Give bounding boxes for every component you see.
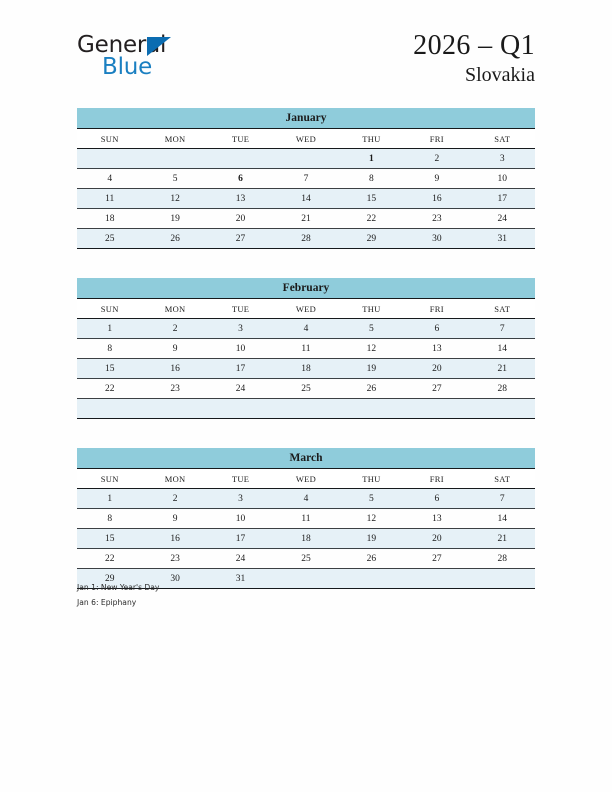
day-cell-empty <box>470 399 535 419</box>
day-cell[interactable]: 8 <box>77 339 142 359</box>
day-cell-empty <box>208 149 273 169</box>
weekday-header-tue: TUE <box>208 129 273 149</box>
logo-text-blue: Blue <box>102 54 153 80</box>
day-cell[interactable]: 4 <box>77 169 142 189</box>
day-cell-empty <box>142 399 207 419</box>
week-row <box>77 189 535 209</box>
day-cell[interactable]: 23 <box>142 379 207 399</box>
day-cell[interactable]: 31 <box>208 569 273 589</box>
day-cell[interactable]: 8 <box>77 509 142 529</box>
day-cell[interactable]: 16 <box>142 529 207 549</box>
day-cell[interactable]: 24 <box>208 379 273 399</box>
week-row <box>77 319 535 339</box>
week-row <box>77 549 535 569</box>
day-cell[interactable]: 13 <box>404 339 469 359</box>
day-cell[interactable]: 21 <box>470 529 535 549</box>
weekday-header-thu: THU <box>339 129 404 149</box>
day-cell[interactable]: 19 <box>142 209 207 229</box>
weekday-header-sat: SAT <box>470 469 535 489</box>
week-row <box>77 149 535 169</box>
holiday-notes <box>77 581 159 611</box>
day-cell[interactable]: 23 <box>404 209 469 229</box>
day-cell[interactable]: 15 <box>77 529 142 549</box>
weekday-header-mon: MON <box>142 129 207 149</box>
day-cell[interactable]: 5 <box>339 319 404 339</box>
day-cell[interactable]: 22 <box>77 379 142 399</box>
day-cell[interactable]: 15 <box>77 359 142 379</box>
weekday-header-row <box>77 299 535 319</box>
day-cell-empty <box>470 569 535 589</box>
weekday-header-sun: SUN <box>77 129 142 149</box>
month-grid <box>77 129 535 249</box>
day-cell[interactable]: 19 <box>339 359 404 379</box>
page-header <box>77 30 535 92</box>
holiday-note-line: Jan 6: Epiphany <box>77 597 137 607</box>
day-cell[interactable]: 10 <box>208 339 273 359</box>
day-cell[interactable]: 2 <box>404 149 469 169</box>
day-cell-empty <box>142 149 207 169</box>
month-title: February <box>77 278 535 299</box>
day-cell[interactable]: 4 <box>273 319 338 339</box>
week-row <box>77 489 535 509</box>
day-cell[interactable]: 28 <box>470 549 535 569</box>
day-cell[interactable]: 7 <box>470 319 535 339</box>
day-cell-empty <box>273 569 338 589</box>
day-cell[interactable]: 25 <box>273 549 338 569</box>
day-cell[interactable]: 17 <box>208 359 273 379</box>
day-cell[interactable]: 27 <box>208 229 273 249</box>
day-cell[interactable]: 12 <box>339 339 404 359</box>
day-cell[interactable]: 20 <box>404 529 469 549</box>
day-cell[interactable]: 10 <box>208 509 273 529</box>
title-block <box>413 30 535 88</box>
day-cell[interactable]: 6 <box>404 489 469 509</box>
day-cell[interactable]: 20 <box>404 359 469 379</box>
weekday-header-wed: WED <box>273 469 338 489</box>
holiday-note-line: Jan 1: New Year's Day <box>77 583 160 592</box>
weekday-header-fri: FRI <box>404 129 469 149</box>
week-row <box>77 229 535 249</box>
day-cell[interactable]: 18 <box>273 359 338 379</box>
day-cell[interactable]: 22 <box>339 209 404 229</box>
day-cell[interactable]: 6 <box>404 319 469 339</box>
day-cell[interactable]: 9 <box>142 509 207 529</box>
day-cell[interactable]: 24 <box>208 549 273 569</box>
day-cell[interactable]: 19 <box>339 529 404 549</box>
day-cell[interactable]: 13 <box>208 189 273 209</box>
day-cell[interactable]: 16 <box>142 359 207 379</box>
week-row <box>77 339 535 359</box>
day-cell-empty <box>339 399 404 419</box>
day-cell[interactable]: 12 <box>339 509 404 529</box>
weekday-header-sun: SUN <box>77 469 142 489</box>
weekday-header-row <box>77 129 535 149</box>
day-cell[interactable]: 4 <box>273 489 338 509</box>
day-cell-empty <box>404 399 469 419</box>
day-cell[interactable]: 5 <box>142 169 207 189</box>
week-row <box>77 529 535 549</box>
logo-text-general: General <box>77 32 167 58</box>
weekday-header-mon: MON <box>142 469 207 489</box>
day-cell[interactable]: 10 <box>470 169 535 189</box>
page-title: 2026 – Q1 <box>413 30 535 61</box>
week-row <box>77 399 535 419</box>
day-cell[interactable]: 7 <box>470 489 535 509</box>
weekday-header-sat: SAT <box>470 129 535 149</box>
day-cell-empty <box>273 399 338 419</box>
weekday-header-tue: TUE <box>208 299 273 319</box>
day-cell[interactable]: 31 <box>470 229 535 249</box>
day-cell[interactable]: 14 <box>470 339 535 359</box>
weekday-header-thu: THU <box>339 299 404 319</box>
day-cell[interactable]: 25 <box>77 229 142 249</box>
day-cell-holiday[interactable]: 6 <box>208 169 273 189</box>
page-subtitle-country: Slovakia <box>465 64 535 87</box>
day-cell[interactable]: 18 <box>273 529 338 549</box>
day-cell[interactable]: 5 <box>339 489 404 509</box>
weekday-header-tue: TUE <box>208 469 273 489</box>
day-cell[interactable]: 21 <box>273 209 338 229</box>
week-row <box>77 359 535 379</box>
day-cell[interactable]: 18 <box>77 209 142 229</box>
day-cell[interactable]: 21 <box>470 359 535 379</box>
day-cell[interactable]: 27 <box>404 379 469 399</box>
weekday-header-fri: FRI <box>404 299 469 319</box>
day-cell[interactable]: 11 <box>77 189 142 209</box>
month-title: January <box>77 108 535 129</box>
day-cell[interactable]: 26 <box>339 379 404 399</box>
day-cell[interactable]: 29 <box>77 569 142 589</box>
day-cell[interactable]: 29 <box>339 229 404 249</box>
day-cell[interactable]: 17 <box>208 529 273 549</box>
day-cell-empty <box>404 569 469 589</box>
day-cell[interactable]: 20 <box>208 209 273 229</box>
day-cell[interactable]: 24 <box>470 209 535 229</box>
day-cell[interactable]: 28 <box>470 379 535 399</box>
day-cell[interactable]: 3 <box>208 489 273 509</box>
day-cell-empty <box>273 149 338 169</box>
day-cell[interactable]: 30 <box>142 569 207 589</box>
day-cell[interactable]: 3 <box>208 319 273 339</box>
month-block-january <box>77 108 535 249</box>
month-title: March <box>77 448 535 469</box>
month-block-february <box>77 278 535 419</box>
day-cell[interactable]: 1 <box>77 319 142 339</box>
day-cell[interactable]: 22 <box>77 549 142 569</box>
day-cell[interactable]: 15 <box>339 189 404 209</box>
day-cell-empty <box>339 569 404 589</box>
day-cell[interactable]: 16 <box>404 189 469 209</box>
day-cell[interactable]: 14 <box>470 509 535 529</box>
weekday-header-thu: THU <box>339 469 404 489</box>
weekday-header-wed: WED <box>273 129 338 149</box>
day-cell-empty <box>77 149 142 169</box>
weekday-header-sat: SAT <box>470 299 535 319</box>
weekday-header-sun: SUN <box>77 299 142 319</box>
week-row <box>77 169 535 189</box>
weekday-header-mon: MON <box>142 299 207 319</box>
day-cell[interactable]: 9 <box>142 339 207 359</box>
day-cell[interactable]: 1 <box>77 489 142 509</box>
month-grid <box>77 299 535 419</box>
day-cell[interactable]: 3 <box>470 149 535 169</box>
day-cell[interactable]: 17 <box>470 189 535 209</box>
day-cell[interactable]: 12 <box>142 189 207 209</box>
day-cell[interactable]: 28 <box>273 229 338 249</box>
general-blue-logo <box>77 34 277 90</box>
day-cell[interactable]: 26 <box>339 549 404 569</box>
day-cell[interactable]: 14 <box>273 189 338 209</box>
day-cell[interactable]: 9 <box>404 169 469 189</box>
day-cell[interactable]: 27 <box>404 549 469 569</box>
day-cell[interactable]: 2 <box>142 489 207 509</box>
quarter-calendar <box>77 108 535 618</box>
weekday-header-fri: FRI <box>404 469 469 489</box>
weekday-header-wed: WED <box>273 299 338 319</box>
month-block-march <box>77 448 535 589</box>
day-cell-empty <box>208 399 273 419</box>
day-cell[interactable]: 13 <box>404 509 469 529</box>
day-cell-holiday[interactable]: 1 <box>339 149 404 169</box>
month-grid <box>77 469 535 589</box>
weekday-header-row <box>77 469 535 489</box>
day-cell[interactable]: 2 <box>142 319 207 339</box>
day-cell-empty <box>77 399 142 419</box>
day-cell[interactable]: 7 <box>273 169 338 189</box>
day-cell[interactable]: 26 <box>142 229 207 249</box>
day-cell[interactable]: 30 <box>404 229 469 249</box>
week-row <box>77 509 535 529</box>
day-cell[interactable]: 8 <box>339 169 404 189</box>
day-cell[interactable]: 25 <box>273 379 338 399</box>
day-cell[interactable]: 11 <box>273 339 338 359</box>
day-cell[interactable]: 23 <box>142 549 207 569</box>
week-row <box>77 209 535 229</box>
day-cell[interactable]: 11 <box>273 509 338 529</box>
week-row <box>77 379 535 399</box>
